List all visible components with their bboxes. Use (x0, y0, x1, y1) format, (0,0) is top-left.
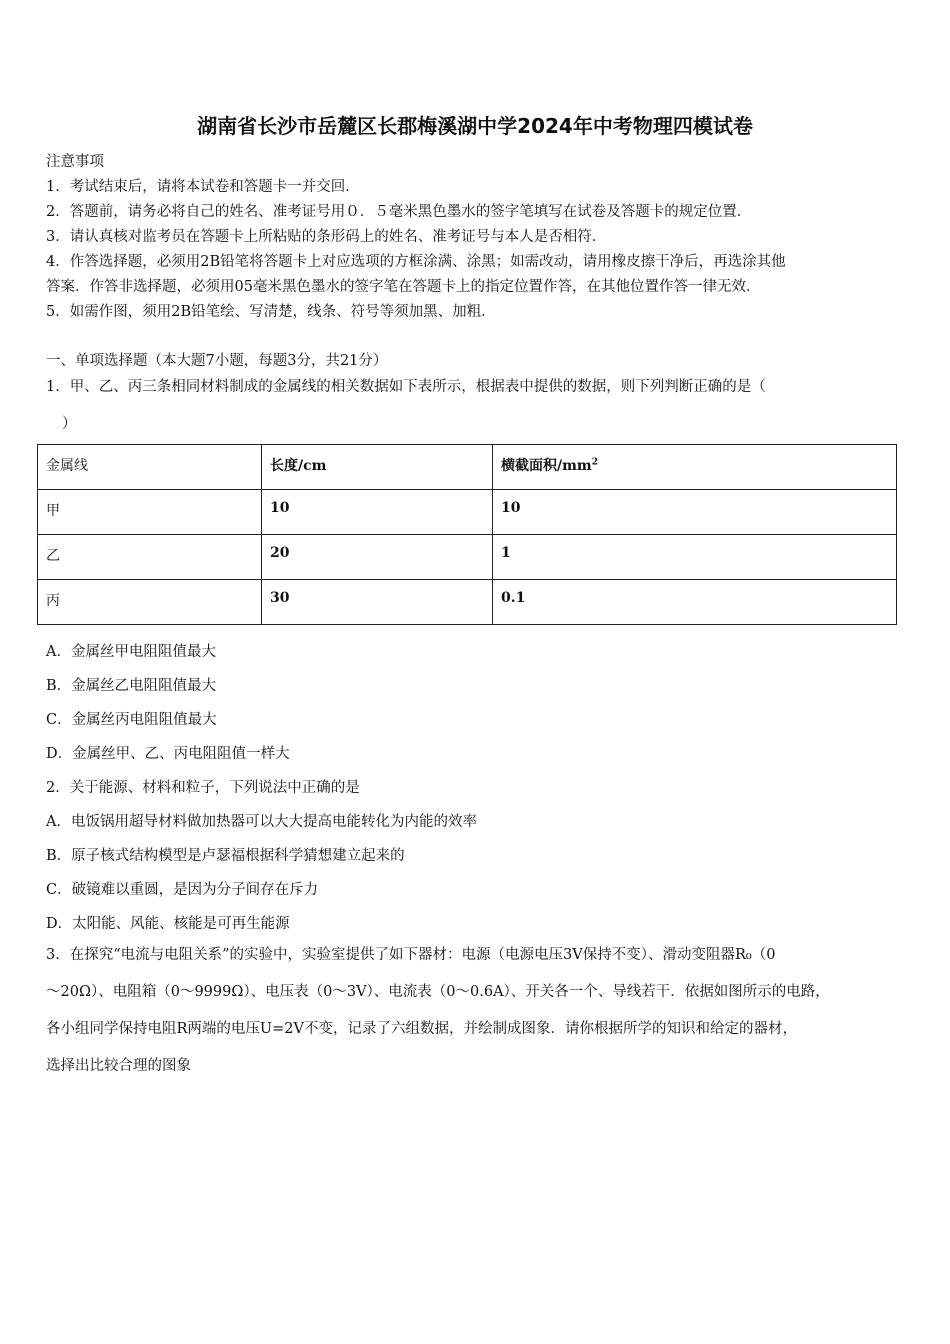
section-heading: 一、单项选择题（本大题7小题，每题3分，共21分） (46, 353, 388, 369)
question-1-option-b: B．金属丝乙电阻阻值最大 (46, 678, 217, 694)
question-3-line: 各小组同学保持电阻R两端的电压U=2V不变，记录了六组数据，并绘制成图象．请你根据所学的知识和给定的器材， (46, 1021, 797, 1037)
question-3-line: 3．在探究“电流与电阻关系”的实验中，实验室提供了如下器材：电源（电源电压3V保持不变）、滑动变阻器R₀（0 (46, 947, 776, 963)
question-1-option-c: C．金属丝丙电阻阻值最大 (46, 712, 217, 728)
table-cell: 甲 (38, 490, 262, 535)
table-row (38, 535, 897, 580)
notice-item: 1．考试结束后，请将本试卷和答题卡一并交回． (46, 179, 360, 195)
question-3-line: ～20Ω）、电阻箱（0～9999Ω）、电压表（0～3V）、电流表（0～0.6A）、开关各一个、导线若干．依据如图所示的电路， (46, 984, 830, 1000)
question-1-option-a: A．金属丝甲电阻阻值最大 (46, 644, 216, 660)
metal-wire-table (37, 444, 897, 625)
question-2-option-b: B．原子核式结构模型是卢瑟福根据科学猜想建立起来的 (46, 848, 405, 864)
table-cell: 10 (493, 490, 897, 535)
notice-item: 答案．作答非选择题，必须用05毫米黑色墨水的签字笔在答题卡上的指定位置作答，在其他位置作答一律无效． (46, 279, 761, 295)
question-2-option-a: A．电饭锅用超导材料做加热器可以大大提高电能转化为内能的效率 (46, 814, 477, 830)
table-row (38, 490, 897, 535)
table-cell: 1 (493, 535, 897, 580)
table-header-cell (493, 445, 897, 490)
notice-item: 4．作答选择题，必须用2B铅笔将答题卡上对应选项的方框涂满、涂黑；如需改动，请用橡皮擦干净后，再选涂其他 (46, 254, 786, 270)
table-header-cell: 长度/cm (262, 445, 493, 490)
table-cell: 0.1 (493, 580, 897, 625)
question-1-stem: 1．甲、乙、丙三条相同材料制成的金属线的相关数据如下表所示，根据表中提供的数据，则下列判断正确的是（ (46, 379, 766, 395)
notice-heading: 注意事项 (46, 154, 104, 170)
table-header-cell: 金属线 (38, 445, 262, 490)
table-header-text: 横截面积/mm (501, 458, 592, 474)
question-1-stem-end: ） (62, 416, 77, 432)
notice-item: 5．如需作图，须用2B铅笔绘、写清楚，线条、符号等须加黑、加粗． (46, 304, 496, 320)
question-1-option-d: D．金属丝甲、乙、丙电阻阻值一样大 (46, 746, 290, 762)
table-row (38, 580, 897, 625)
table-cell: 30 (262, 580, 493, 625)
question-3-line: 选择出比较合理的图象 (46, 1058, 191, 1074)
table-header-row (38, 445, 897, 490)
table-cell: 乙 (38, 535, 262, 580)
question-2-option-c: C．破镜难以重圆，是因为分子间存在斥力 (46, 882, 319, 898)
notice-item: 2．答题前，请务必将自己的姓名、准考证号用０．５毫米黑色墨水的签字笔填写在试卷及答题卡的规定位置． (46, 204, 752, 220)
notice-item: 3．请认真核对监考员在答题卡上所粘贴的条形码上的姓名、准考证号与本人是否相符． (46, 229, 607, 245)
table-cell: 20 (262, 535, 493, 580)
question-2-stem: 2．关于能源、材料和粒子，下列说法中正确的是 (46, 780, 360, 796)
document-title: 湖南省长沙市岳麓区长郡梅溪湖中学2024年中考物理四模试卷 (197, 114, 753, 138)
table-cell: 10 (262, 490, 493, 535)
question-2-option-d: D．太阳能、风能、核能是可再生能源 (46, 916, 290, 932)
table-cell: 丙 (38, 580, 262, 625)
superscript: 2 (591, 457, 599, 468)
